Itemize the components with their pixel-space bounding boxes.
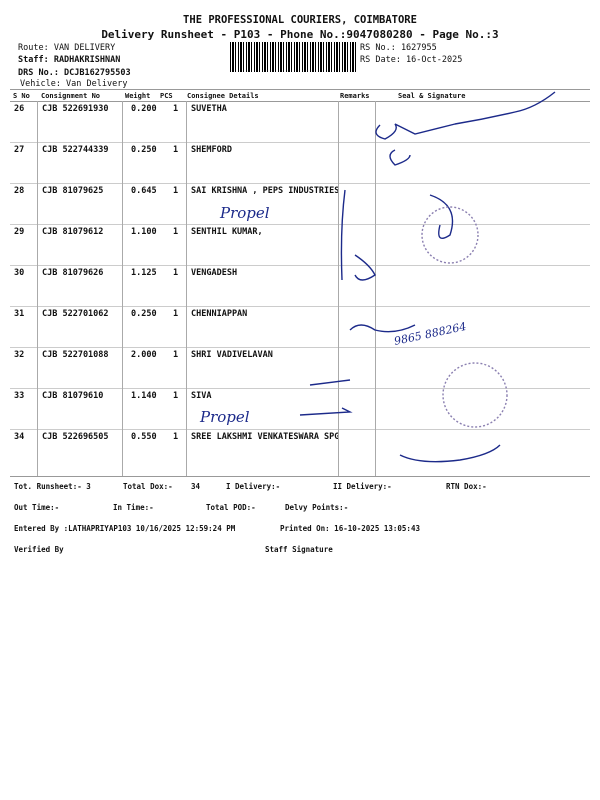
signature [341, 190, 452, 280]
row-wt: 0.250 [131, 145, 157, 155]
row-pcs: 1 [173, 309, 179, 319]
row-wt: 1.100 [131, 227, 157, 237]
row-wt: 0.250 [131, 309, 157, 319]
row-wt: 1.140 [131, 391, 157, 401]
row-name: SHRI VADIVELAVAN [191, 350, 273, 360]
handwritten-propel: Propel [200, 408, 250, 426]
row-sno: 27 [14, 145, 25, 155]
vehicle: Vehicle: Van Delivery [20, 79, 128, 89]
total-dox-label: Total Dox:- [123, 482, 173, 491]
row-sno: 30 [14, 268, 25, 278]
row-wt: 1.125 [131, 268, 157, 278]
row-name: CHENNIAPPAN [191, 309, 248, 319]
row-wt: 0.200 [131, 104, 157, 114]
drs-no: DRS No.: DCJB162795503 [18, 68, 131, 78]
row-cn: CJB 81079612 [42, 227, 104, 237]
printed-on: Printed On: 16-10-2025 13:05:43 [280, 524, 420, 533]
col-sno: S No [13, 92, 30, 100]
row-sno: 28 [14, 186, 25, 196]
runsheet-title: Delivery Runsheet - P103 - Phone No.:9047080280 - Page No.:3 [101, 28, 499, 41]
col-seal-signature: Seal & Signature [398, 92, 466, 100]
delvy-points: Delvy Points:- [285, 503, 349, 512]
row-name: SENTHIL KUMAR, [191, 227, 263, 237]
route: Route: VAN DELIVERY [18, 43, 116, 53]
signature [400, 445, 500, 462]
total-pod: Total POD:- [206, 503, 256, 512]
total-dox-value: 34 [191, 482, 201, 491]
staff-signature: Staff Signature [265, 545, 333, 554]
tot-runsheet: Tot. Runsheet:- 3 [14, 482, 91, 491]
stamp [443, 363, 507, 427]
row-cn: CJB 81079625 [42, 186, 104, 196]
row-sno: 32 [14, 350, 25, 360]
row-name: SIVA [191, 391, 212, 401]
rs-no: RS No.: 1627955 [360, 43, 437, 53]
row-sno: 34 [14, 432, 25, 442]
col-consignee: Consignee Details [187, 92, 259, 100]
row-pcs: 1 [173, 432, 179, 442]
row-name: SAI KRISHNA , PEPS INDUSTRIES [191, 186, 340, 196]
row-wt: 0.645 [131, 186, 157, 196]
row-wt: 2.000 [131, 350, 157, 360]
row-pcs: 1 [173, 227, 179, 237]
row-cn: CJB 522701088 [42, 350, 109, 360]
ii-delivery: II Delivery:- [333, 482, 392, 491]
signature [350, 325, 415, 332]
company-name: THE PROFESSIONAL COURIERS, COIMBATORE [183, 14, 417, 26]
entered-by: Entered By :LATHAPRIYAP103 10/16/2025 12:59:24 PM [14, 524, 236, 533]
row-cn: CJB 522744339 [42, 145, 109, 155]
row-cn: CJB 81079610 [42, 391, 104, 401]
out-time: Out Time:- [14, 503, 60, 512]
row-name: SHEMFORD [191, 145, 232, 155]
pen-mark [300, 380, 350, 415]
signature [376, 92, 555, 139]
col-consignment: Consignment No [41, 92, 101, 100]
row-sno: 31 [14, 309, 25, 319]
row-cn: CJB 81079626 [42, 268, 104, 278]
row-cn: CJB 522701062 [42, 309, 109, 319]
rs-date: RS Date: 16-Oct-2025 [360, 55, 463, 65]
row-name: VENGADESH [191, 268, 238, 278]
i-delivery: I Delivery:- [226, 482, 281, 491]
row-pcs: 1 [173, 145, 179, 155]
row-sno: 33 [14, 391, 25, 401]
signature [390, 150, 410, 165]
rtn-dox: RTN Dox:- [446, 482, 487, 491]
handwritten-phone: 9865 888264 [392, 319, 468, 348]
row-sno: 29 [14, 227, 25, 237]
col-weight: Weight [125, 92, 151, 100]
handwritten-propel: Propel [220, 204, 270, 222]
row-pcs: 1 [173, 104, 179, 114]
row-sno: 26 [14, 104, 25, 114]
row-wt: 0.550 [131, 432, 157, 442]
signature [355, 255, 375, 280]
col-pcs: PCS [160, 92, 173, 100]
verified-by: Verified By [14, 545, 64, 554]
row-cn: CJB 522696505 [42, 432, 109, 442]
in-time: In Time:- [113, 503, 154, 512]
row-name: SREE LAKSHMI VENKATESWARA SPG [191, 432, 340, 442]
row-pcs: 1 [173, 186, 179, 196]
col-remarks: Remarks [340, 92, 370, 100]
row-pcs: 1 [173, 391, 179, 401]
row-cn: CJB 522691930 [42, 104, 109, 114]
row-name: SUVETHA [191, 104, 227, 114]
row-pcs: 1 [173, 268, 179, 278]
row-pcs: 1 [173, 350, 179, 360]
staff: Staff: RADHAKRISHNAN [18, 55, 121, 65]
